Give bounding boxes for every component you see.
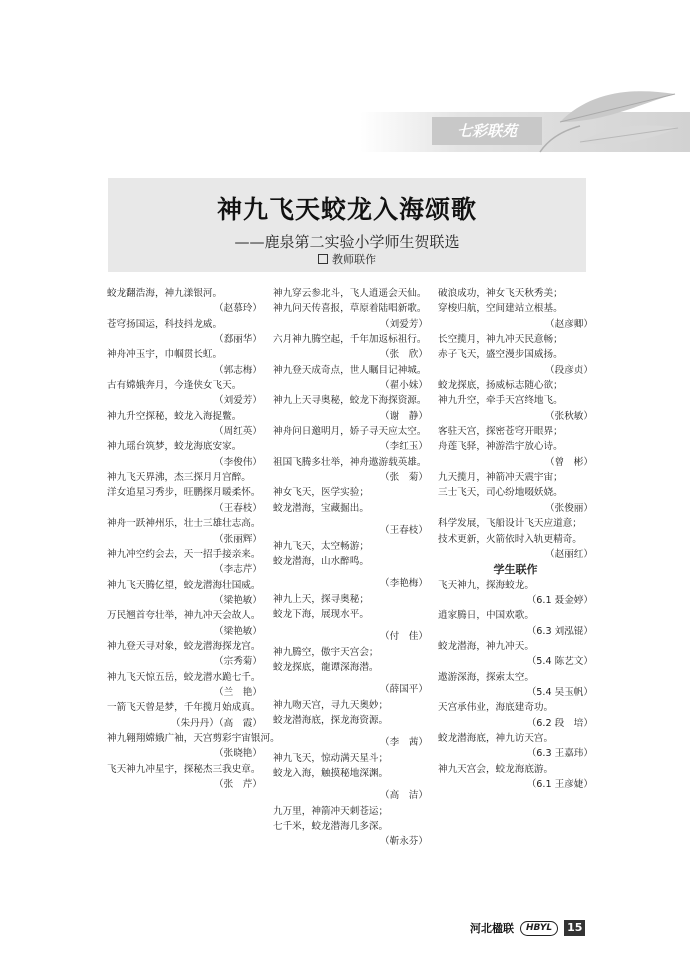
couplet-line: 技术更新，火箭依时入轨更精奇。 xyxy=(438,533,582,545)
author-credit: （刘爱芳） xyxy=(214,395,262,407)
author-credit: （赵慕玲） xyxy=(214,303,262,315)
article-title: 神九飞天蛟龙入海颂歌 xyxy=(216,195,477,224)
couplet-line: 蛟龙探底，龍谭深海潜。 xyxy=(273,661,379,673)
author-credit: （赵彦卿） xyxy=(545,318,593,330)
author-credit: （朱丹丹）（高 霞） xyxy=(170,717,262,729)
couplet-line: 遨游深海，探索太空。 xyxy=(438,671,534,683)
couplet-line: 神九天宫会，蛟龙海底游。 xyxy=(438,763,554,775)
magazine-logo: HBYL xyxy=(520,921,558,936)
author-credit: （谢 静） xyxy=(380,410,428,422)
couplet-line: 飞天神九，探海蛟龙。 xyxy=(438,579,534,591)
spacer xyxy=(273,516,428,523)
article-subtitle: ——鹿泉第二实验小学师生贺联选 xyxy=(234,233,460,251)
author-credit: （李俊伟） xyxy=(214,456,262,468)
couplet-line: 蛟龙下海，展现水平。 xyxy=(273,608,369,620)
couplet-line: 神九飞天惊五岳，蛟龙潜水跪七千。 xyxy=(107,671,261,683)
couplet-line: 神九吻天宫，寻九天奥妙； xyxy=(273,699,389,711)
author-credit: （王春枝） xyxy=(214,502,262,514)
author-credit: （6.2 段 培） xyxy=(526,717,593,729)
leaf-decoration-icon xyxy=(520,82,680,160)
couplet-line: 舟莲飞驿，神游浩宇放心诗。 xyxy=(438,441,563,453)
couplet-line: 神九登天寻对象，蛟龙潜海探龙宫。 xyxy=(107,640,261,652)
couplet-line: 七千米，蛟龙潜海几多深。 xyxy=(273,821,389,832)
author-credit: （5.4 陈艺文） xyxy=(526,656,593,668)
couplet-line: 苍穹扬国运，科技抖龙威。 xyxy=(107,318,223,330)
couplet-line: 逍家腾日，中国欢歌。 xyxy=(438,610,534,622)
spacer xyxy=(273,728,428,735)
author-credit: （张晓艳） xyxy=(214,748,262,760)
author-credit: （付 佳） xyxy=(380,631,428,643)
couplet-line: 神九上天寻奥秘，蛟龙下海探资源。 xyxy=(273,395,427,407)
couplet-line: 六月神九腾空起，千年加返标祖行。 xyxy=(273,334,427,346)
author-credit: （张 菊） xyxy=(380,472,428,484)
couplet-line: 洋女追星习秀步，旺鹏探月暖柔怀。 xyxy=(107,487,261,499)
author-credit: （薛国平） xyxy=(380,684,428,696)
couplet-line: 蛟龙翻浩海，神九漾银河。 xyxy=(107,288,223,299)
page-number: 15 xyxy=(564,920,585,936)
text-column-2 xyxy=(273,286,428,850)
spacer xyxy=(273,569,428,576)
couplet-line: 飞天神九冲星宇，探秘杰三我史章。 xyxy=(107,763,261,775)
author-credit: （宗秀菊） xyxy=(214,656,262,668)
couplet-line: 神九上天，探寻奥秘； xyxy=(273,593,369,605)
author-credit: （靳永芬） xyxy=(380,836,428,848)
couplet-line: 神九冲空约会去，天一招手接亲来。 xyxy=(107,548,261,560)
byline xyxy=(108,251,586,267)
author-credit: （张丽辉） xyxy=(214,533,262,545)
section-tag: 七彩联苑 xyxy=(432,117,542,145)
author-credit: （张秋敏） xyxy=(545,410,593,422)
author-credit: （李红玉） xyxy=(380,441,428,453)
couplet-line: 蛟龙潜海，神九冲天。 xyxy=(438,640,534,652)
couplet-line: 九天揽月，神箭冲天震宇宙； xyxy=(438,472,563,484)
couplet-line: 破浪成功，神女飞天秋秀美； xyxy=(438,288,563,299)
author-credit: （李艳梅） xyxy=(380,578,428,590)
author-credit: （6.3 刘泓锟） xyxy=(526,625,593,637)
couplet-line: 神舟冲玉宇，巾帼贯长虹。 xyxy=(107,349,223,361)
couplet-line: 科学发展，飞船设计飞天应道意； xyxy=(438,518,582,530)
author-credit: （王春枝） xyxy=(380,525,428,537)
text-column-1 xyxy=(107,286,280,792)
couplet-line: 神九穿云参北斗，飞人逍遥会天仙。 xyxy=(273,288,427,299)
page-footer xyxy=(470,918,585,938)
author-credit: （李 茜） xyxy=(380,737,428,749)
couplet-line: 赤子飞天，盛空漫步国威扬。 xyxy=(438,349,563,361)
couplet-line: 长空揽月，神九冲天民意畅； xyxy=(438,334,563,346)
section-heading: 学生联作 xyxy=(493,563,538,577)
couplet-line: 神舟问日邀明月，娇子寻天应太空。 xyxy=(273,426,427,438)
author-credit: （郭志梅） xyxy=(214,364,262,376)
couplet-line: 古有嫦娥奔月，今逢侠女飞天。 xyxy=(107,380,242,392)
couplet-line: 客驻天宫，探密苍穹开眼界； xyxy=(438,426,563,438)
couplet-line: 神九腾空，傲宇天宫会； xyxy=(273,646,379,658)
author-credit: （刘爱芳） xyxy=(380,318,428,330)
couplet-line: 天宫承伟业，海底建奇功。 xyxy=(438,702,554,714)
couplet-line: 神九升空探秘，蛟龙入海捉鳖。 xyxy=(107,410,242,422)
author-credit: （6.1 聂金婷） xyxy=(526,594,593,606)
couplet-line: 蛟龙潜海，宝藏掘出。 xyxy=(273,502,369,514)
author-credit: （6.3 王嘉玮） xyxy=(526,748,593,760)
couplet-line: 蛟龙入海，触摸秘地深渊。 xyxy=(273,767,389,779)
author-credit: （曾 彬） xyxy=(545,456,593,468)
couplet-line: 神九升空，牵手天宫终地飞。 xyxy=(438,395,563,407)
author-credit: （段彦贞） xyxy=(545,364,593,376)
couplet-line: 蛟龙潜海，山水醉鸣。 xyxy=(273,555,369,567)
couplet-line: 神九登天成奇点，世人瞩目记神城。 xyxy=(273,364,427,376)
author-credit: （郄丽华） xyxy=(214,334,262,346)
text-column-3 xyxy=(438,286,593,792)
couplet-line: 蛟龙潜海底，神九访天宫。 xyxy=(438,732,554,744)
author-credit: （周红英） xyxy=(214,426,262,438)
couplet-line: 神九飞天腾亿望，蛟龙潜海壮国威。 xyxy=(107,579,261,591)
author-credit: （梁艳敏） xyxy=(214,625,262,637)
couplet-line: 穿梭归航，空间建站立根基。 xyxy=(438,303,563,315)
spacer xyxy=(273,675,428,682)
couplet-line: 神九翱翔嫦娥广袖，天宫剪彩宇宙银河。 xyxy=(107,732,280,744)
couplet-line: 神九问天传喜报，草原着陆唱新歌。 xyxy=(273,303,427,315)
couplet-line: 三士飞天，司心纷地啜妖娆。 xyxy=(438,487,563,499)
couplet-line: 神九飞天，惊动满天星斗； xyxy=(273,752,389,764)
author-credit: （5.4 吴玉帆） xyxy=(526,686,593,698)
couplet-line: 神舟一跃神州乐，壮士三雄壮志高。 xyxy=(107,518,261,530)
author-credit: （高 洁） xyxy=(380,790,428,802)
author-credit: （张 欣） xyxy=(380,349,428,361)
byline-text: 教师联作 xyxy=(332,253,376,266)
couplet-line: 蛟龙潜海底，探龙海资源。 xyxy=(273,714,389,726)
couplet-line: 神九飞天界沸，杰三探月月宫醉。 xyxy=(107,472,251,484)
author-credit: （梁艳敏） xyxy=(214,594,262,606)
couplet-line: 一箭飞天曾是梦，千年揽月始成真。 xyxy=(107,702,261,714)
square-icon xyxy=(318,254,328,264)
author-credit: （李志芹） xyxy=(214,564,262,576)
spacer xyxy=(273,781,428,788)
author-credit: （兰 艳） xyxy=(214,686,262,698)
author-credit: （6.1 王彦婕） xyxy=(526,779,593,790)
couplet-line: 九万里，神箭冲天刺苍运； xyxy=(273,805,389,817)
couplet-line: 神女飞天，医学实验； xyxy=(273,487,369,499)
couplet-line: 万民翘首夸壮举，神九冲天会故人。 xyxy=(107,610,261,622)
couplet-line: 神九飞天，太空畅游； xyxy=(273,540,369,552)
couplet-line: 祖国飞腾多壮举，神舟遨游载英雄。 xyxy=(273,456,427,468)
spacer xyxy=(273,622,428,629)
author-credit: （张 芹） xyxy=(214,779,262,790)
author-credit: （张俊丽） xyxy=(545,502,593,514)
magazine-name: 河北楹联 xyxy=(470,922,514,935)
couplet-line: 神九瑶台筑梦，蛟龙海底安家。 xyxy=(107,441,242,453)
author-credit: （翟小妹） xyxy=(380,380,428,392)
couplet-line: 蛟龙探底，扬威标志随心欲； xyxy=(438,380,563,392)
author-credit: （赵丽红） xyxy=(545,548,593,560)
